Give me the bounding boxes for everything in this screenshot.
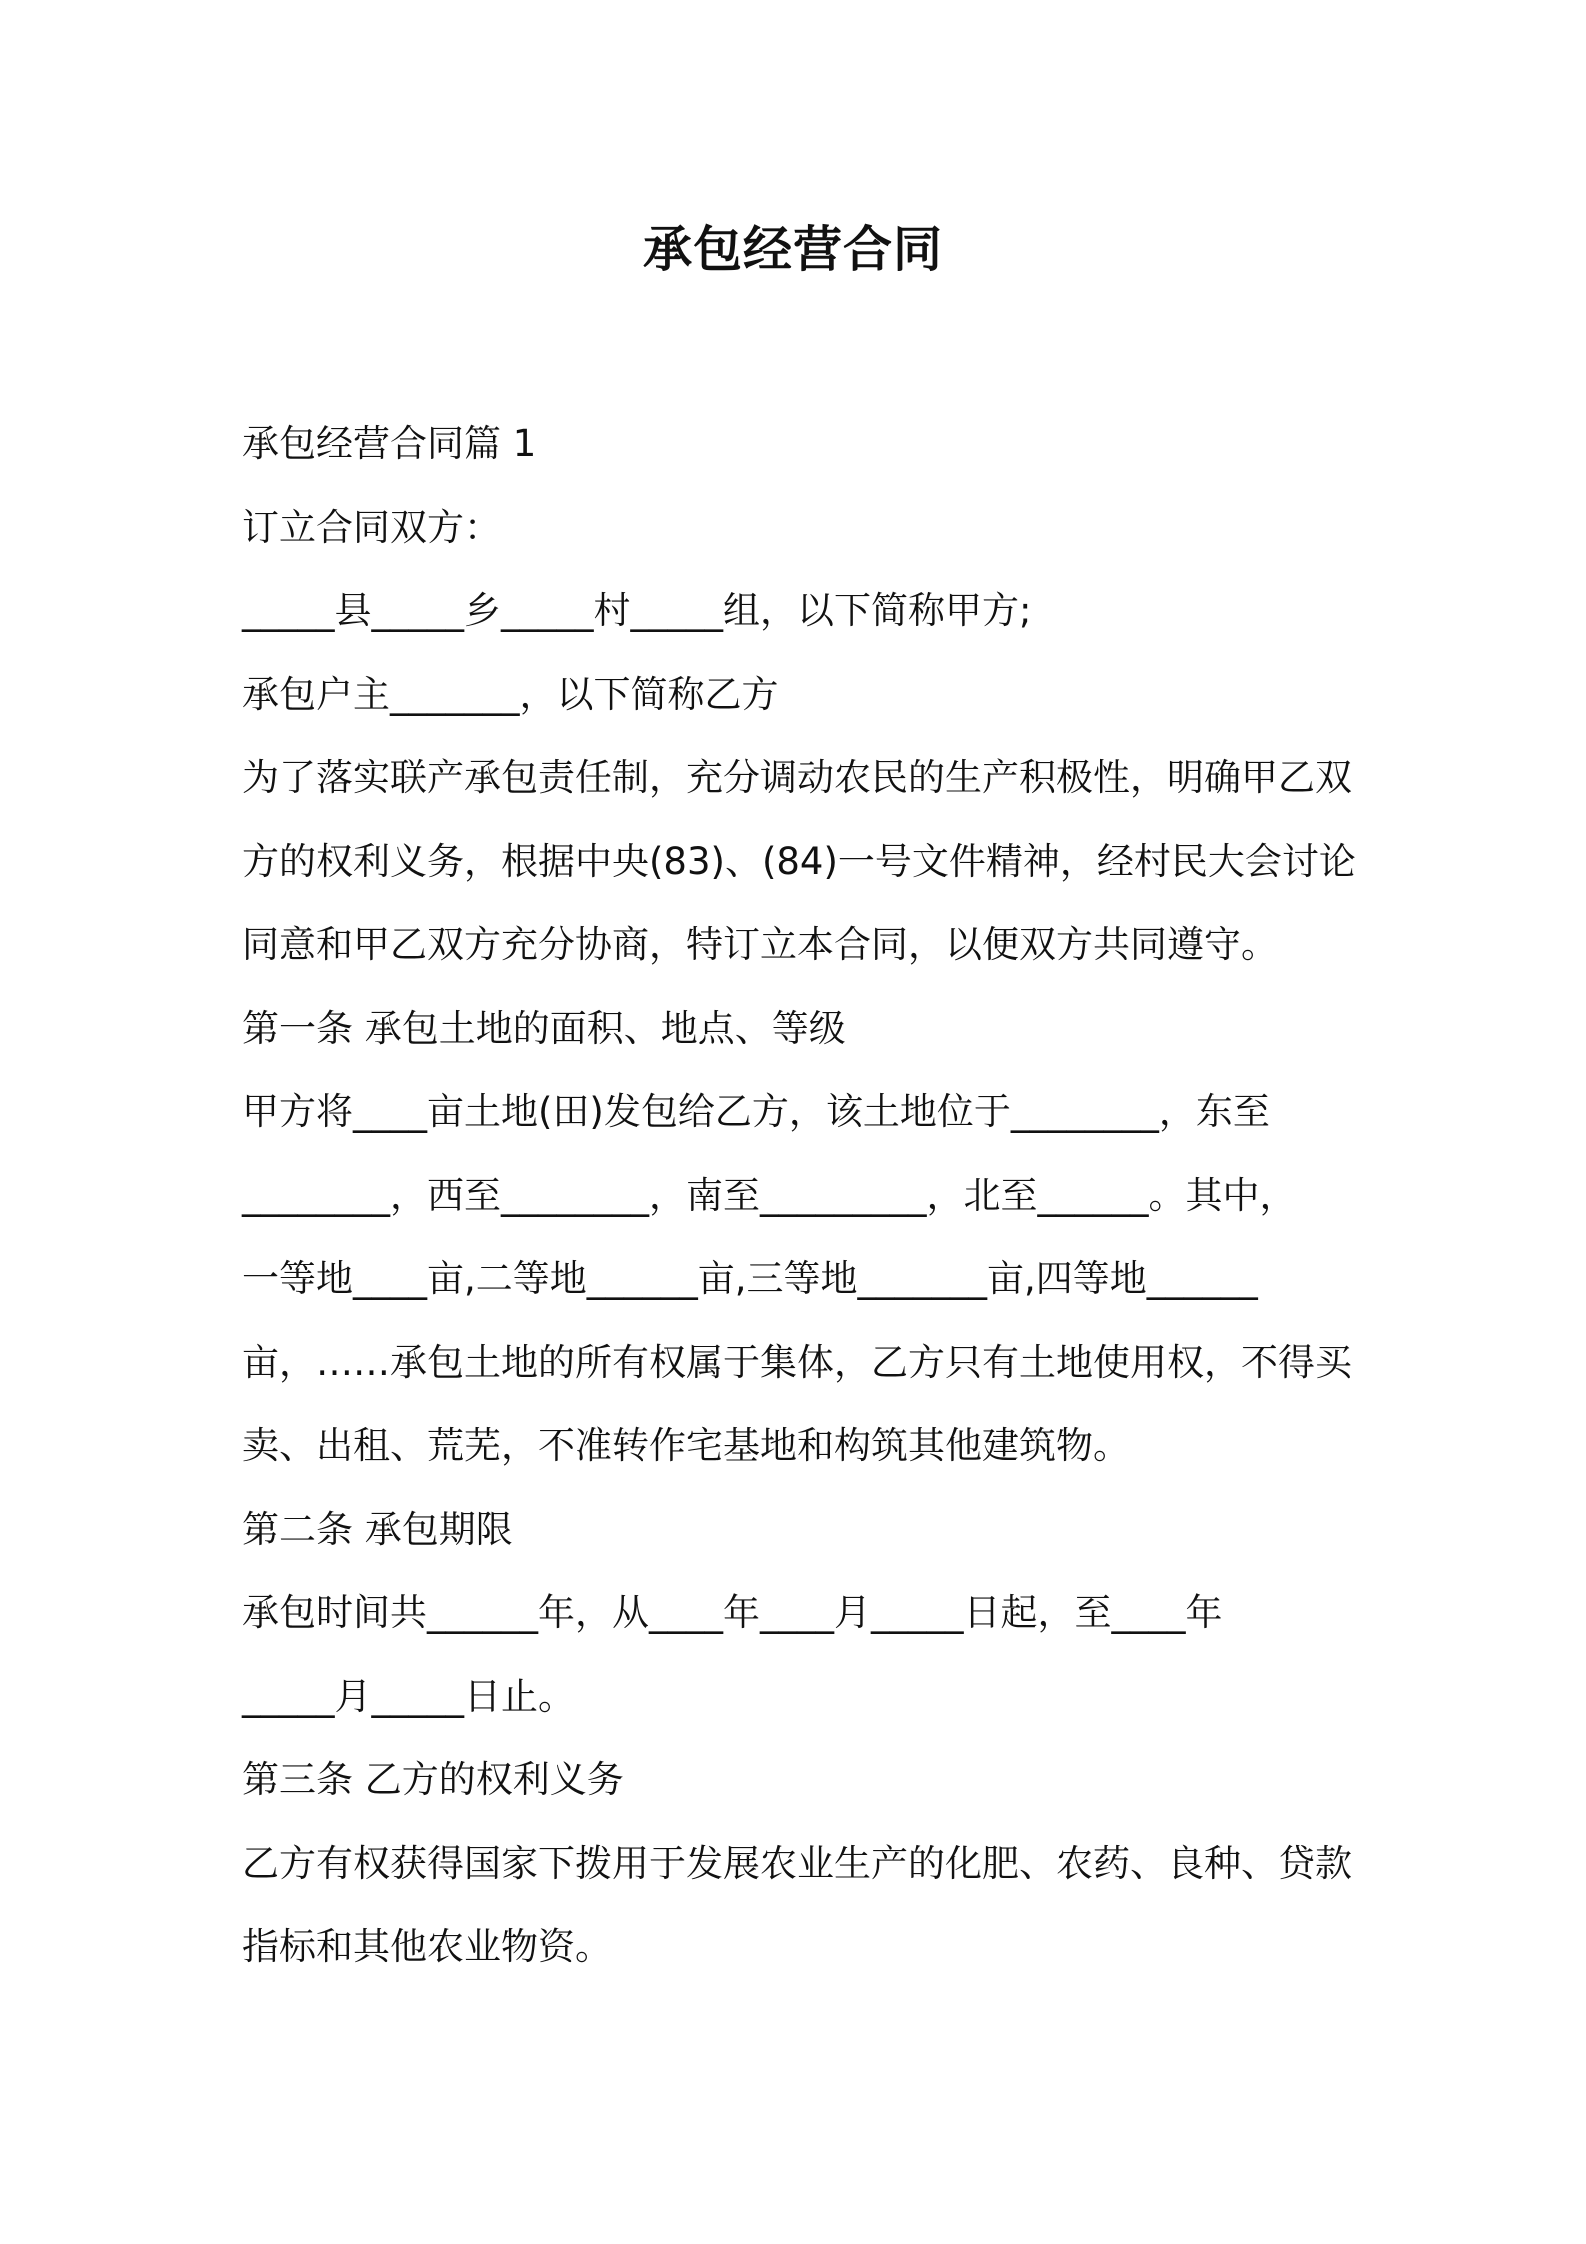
party-a-line: _____县_____乡_____村_____组，以下简称甲方; xyxy=(242,589,1032,632)
article-1-line-4: 亩，……承包土地的所有权属于集体，乙方只有土地使用权，不得买 xyxy=(242,1340,1352,1384)
article-1-line-5: 卖、出租、荒芜，不准转作宅基地和构筑其他建筑物。 xyxy=(242,1424,1130,1467)
preamble-line-3: 同意和甲乙双方充分协商，特订立本合同，以便双方共同遵守。 xyxy=(242,923,1278,966)
document-body xyxy=(242,402,1362,1989)
article-1-line-1: 甲方将____亩土地(田)发包给乙方，该土地位于________，东至 xyxy=(242,1090,1270,1133)
article-3-heading: 第三条 乙方的权利义务 xyxy=(242,1758,624,1801)
article-1-line-3: 一等地____亩,二等地______亩,三等地_______亩,四等地______ xyxy=(242,1257,1258,1300)
article-3-line-1: 乙方有权获得国家下拨用于发展农业生产的化肥、农药、良种、贷款 xyxy=(242,1841,1352,1885)
preamble-line-1: 为了落实联产承包责任制，充分调动农民的生产积极性，明确甲乙双 xyxy=(242,756,1352,799)
article-2-heading: 第二条 承包期限 xyxy=(242,1507,513,1551)
preamble-line-2: 方的权利义务，根据中央(83)、(84)一号文件精神，经村民大会讨论 xyxy=(242,839,1356,883)
article-3-line-2: 指标和其他农业物资。 xyxy=(242,1925,612,1968)
article-1-heading: 第一条 承包土地的面积、地点、等级 xyxy=(242,1006,846,1050)
article-2-line-2: _____月_____日止。 xyxy=(242,1674,575,1718)
section-heading-part1: 承包经营合同篇 1 xyxy=(242,422,537,465)
parties-label: 订立合同双方： xyxy=(242,505,501,549)
party-b-line: 承包户主_______，以下简称乙方 xyxy=(242,672,779,716)
article-2-line-1: 承包时间共______年，从____年____月_____日起，至____年 xyxy=(242,1591,1223,1634)
document-title: 承包经营合同 xyxy=(642,221,943,278)
article-1-line-2: ________，西至________，南至_________，北至______。其中， xyxy=(242,1173,1297,1217)
